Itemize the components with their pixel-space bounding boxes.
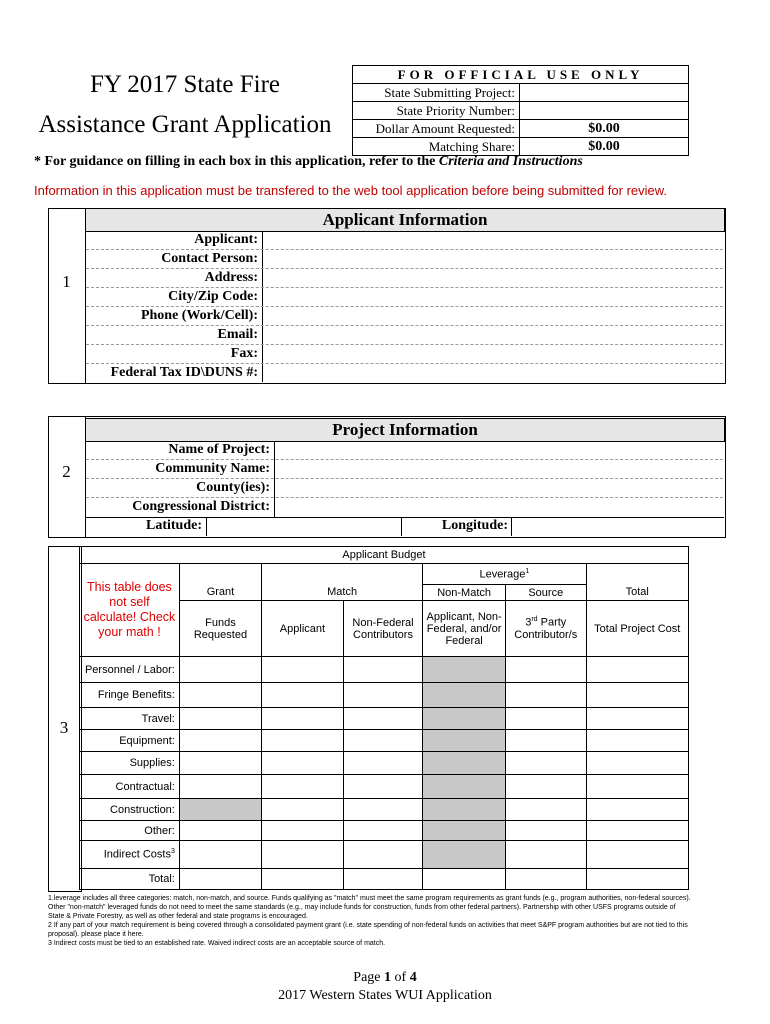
match-top-cell <box>262 564 423 585</box>
budget-cell[interactable] <box>506 708 586 730</box>
budget-cell[interactable] <box>586 775 689 799</box>
footnotes <box>48 894 693 948</box>
state-submitting-field[interactable] <box>520 84 689 102</box>
budget-cell[interactable] <box>423 821 506 841</box>
official-use-table <box>352 65 689 156</box>
third-party-text: Party Contributor/s <box>514 616 578 641</box>
project-field-label: Community Name: <box>155 461 270 476</box>
page-prefix: Page <box>353 970 385 985</box>
budget-cell[interactable] <box>343 841 422 869</box>
applicant-field-input[interactable] <box>263 231 723 250</box>
budget-cell[interactable] <box>262 841 344 869</box>
budget-cell[interactable] <box>262 752 344 775</box>
budget-row-label <box>80 730 180 752</box>
budget-cell[interactable] <box>506 799 586 821</box>
applicant-field-label: Contact Person: <box>161 251 258 266</box>
state-submitting-label: State Submitting Project: <box>353 84 520 102</box>
match-header: Match <box>262 585 423 601</box>
applicant-field-input[interactable] <box>263 269 723 288</box>
total-project-cost-header: Total Project Cost <box>586 601 689 657</box>
budget-row-label <box>80 799 180 821</box>
budget-cell[interactable] <box>179 752 261 775</box>
budget-cell[interactable] <box>262 869 344 890</box>
budget-row-label-text: Indirect Costs <box>103 848 171 861</box>
project-field-label: County(ies): <box>196 480 270 495</box>
budget-cell[interactable] <box>586 799 689 821</box>
section1-divider <box>85 208 86 383</box>
budget-cell[interactable] <box>506 683 586 708</box>
leverage-sup: 1 <box>525 567 530 575</box>
budget-cell[interactable] <box>586 752 689 775</box>
budget-cell[interactable] <box>179 869 261 890</box>
longitude-field[interactable] <box>512 518 722 536</box>
budget-cell[interactable] <box>179 799 261 821</box>
budget-cell[interactable] <box>262 683 344 708</box>
budget-cell[interactable] <box>423 752 506 775</box>
latlong-divider <box>401 517 402 536</box>
state-priority-label: State Priority Number: <box>353 102 520 120</box>
budget-cell[interactable] <box>343 730 422 752</box>
budget-row-label-text: Travel: <box>141 712 175 725</box>
applicant-non-federal-header: Applicant, Non-Federal, and/or Federal <box>423 601 506 657</box>
budget-row-label <box>80 657 180 683</box>
leverage-header <box>423 564 586 585</box>
budget-cell[interactable] <box>262 775 344 799</box>
budget-cell[interactable] <box>179 730 261 752</box>
budget-row <box>80 841 689 869</box>
indirect-sup: 3 <box>170 848 175 856</box>
budget-cell[interactable] <box>423 799 506 821</box>
budget-cell[interactable] <box>179 708 261 730</box>
budget-row <box>80 869 689 890</box>
applicant-field-input[interactable] <box>263 250 723 269</box>
budget-cell[interactable] <box>586 708 689 730</box>
budget-cell[interactable] <box>262 708 344 730</box>
budget-cell[interactable] <box>423 708 506 730</box>
applicant-field-label: Federal Tax ID\DUNS #: <box>110 365 258 380</box>
project-field-input[interactable] <box>275 479 723 498</box>
matching-share-label: Matching Share: <box>353 138 520 156</box>
budget-cell[interactable] <box>586 841 689 869</box>
funds-requested-header: Funds Requested <box>179 601 261 657</box>
budget-cell[interactable] <box>423 657 506 683</box>
applicant-field-label: Applicant: <box>194 232 258 247</box>
page-current: 1 <box>384 970 392 985</box>
budget-row-label-text: Supplies: <box>129 757 175 769</box>
applicant-field-input[interactable] <box>263 307 723 326</box>
budget-cell[interactable] <box>506 657 586 683</box>
budget-cell[interactable] <box>423 730 506 752</box>
transfer-notice: Information in this application must be transfered to the web tool application before being submitted for review. <box>34 183 668 198</box>
budget-cell[interactable] <box>586 730 689 752</box>
budget-cell[interactable] <box>423 683 506 708</box>
budget-row-label-text: Personnel / Labor: <box>84 663 175 676</box>
third-party-num: 3 <box>525 616 532 629</box>
third-party-sup: rd <box>531 616 538 624</box>
budget-cell[interactable] <box>179 841 261 869</box>
footnote-3: 3 Indirect costs must be tied to an established rate. Waived indirect costs are an acceptable source of match. <box>48 940 386 947</box>
applicant-field-input[interactable] <box>263 345 723 364</box>
state-priority-field[interactable] <box>520 102 689 120</box>
budget-row <box>80 821 689 841</box>
footnote-2: 2 If any part of your match requirement is being covered through a consolidated payment grant (i.e. state spending of non-federal funds on activities that meet S&PF program authorities but are not tied to this proposal). please place it here. <box>48 922 688 938</box>
budget-row-label <box>80 869 180 890</box>
applicant-budget-table <box>79 546 689 890</box>
matching-share-field[interactable]: $0.00 <box>520 138 689 156</box>
page-total: 4 <box>409 970 417 985</box>
grant-header: Grant <box>179 585 261 601</box>
budget-row-label <box>80 752 180 775</box>
budget-cell[interactable] <box>506 752 586 775</box>
budget-cell[interactable] <box>179 821 261 841</box>
budget-cell[interactable] <box>506 869 586 890</box>
footnote-1: 1.leverage includes all three categories: match, non-match, and source. Funds qualifying as "match" must meet the same program requirements as grant funds (e.g., program authorities, non-federal sources). Other "non-match" leveraged funds do not need to meet the same standards (e.g., may include funds for construction, funds from other federal partners). Partnership with other USFS programs outside of State & Private Forestry, as well as other federal and state programs is encouraged. <box>48 895 691 920</box>
budget-row-label <box>80 821 180 841</box>
budget-cell[interactable] <box>343 708 422 730</box>
total-header: Total <box>586 585 689 601</box>
budget-cell[interactable] <box>343 869 422 890</box>
source-header: Source <box>506 585 586 601</box>
budget-row <box>80 775 689 799</box>
budget-cell[interactable] <box>343 752 422 775</box>
section3-number: 3 <box>59 718 69 737</box>
applicant-header: Applicant <box>262 601 344 657</box>
budget-row-label-text: Contractual: <box>115 780 175 793</box>
budget-cell[interactable] <box>586 657 689 683</box>
budget-cell[interactable] <box>586 683 689 708</box>
budget-cell[interactable] <box>262 657 344 683</box>
longitude-label: Longitude: <box>441 518 508 533</box>
budget-row <box>80 657 689 683</box>
guidance-prefix: * For guidance on filling in each box in this application, refer to the <box>34 154 439 169</box>
budget-cell[interactable] <box>343 683 422 708</box>
dollar-amount-field[interactable]: $0.00 <box>520 120 689 138</box>
budget-cell[interactable] <box>423 869 506 890</box>
applicant-field-label: Fax: <box>230 346 258 361</box>
self-calc-warning-cell <box>80 564 180 657</box>
official-use-heading: FOR OFFICIAL USE ONLY <box>353 66 689 84</box>
budget-row <box>80 683 689 708</box>
page-number <box>0 970 770 986</box>
applicant-field-label: Address: <box>204 270 258 285</box>
budget-cell[interactable] <box>506 730 586 752</box>
latitude-field[interactable] <box>207 518 400 536</box>
budget-cell[interactable] <box>586 869 689 890</box>
budget-cell[interactable] <box>506 775 586 799</box>
project-field-input[interactable] <box>275 441 723 460</box>
budget-row-label-text: Total: <box>148 873 175 885</box>
page-of: of <box>391 970 410 985</box>
budget-cell[interactable] <box>179 683 261 708</box>
budget-cell[interactable] <box>506 841 586 869</box>
project-field-label: Congressional District: <box>132 499 270 514</box>
applicant-heading: Applicant Information <box>85 208 725 232</box>
budget-cell[interactable] <box>262 821 344 841</box>
footer-subtitle: 2017 Western States WUI Application <box>278 988 492 1003</box>
budget-row-label-text: Other: <box>144 824 175 837</box>
applicant-field-label: Phone (Work/Cell): <box>140 308 258 323</box>
dollar-amount-label: Dollar Amount Requested: <box>353 120 520 138</box>
budget-cell[interactable] <box>343 821 422 841</box>
budget-row <box>80 752 689 775</box>
applicant-field-label: City/Zip Code: <box>168 289 258 304</box>
title-line-2: Assistance Grant Application <box>38 111 332 138</box>
budget-cell[interactable] <box>262 730 344 752</box>
project-heading: Project Information <box>85 418 725 442</box>
budget-cell[interactable] <box>423 841 506 869</box>
budget-cell[interactable] <box>506 821 586 841</box>
project-field-input[interactable] <box>275 460 723 479</box>
latitude-label: Latitude: <box>146 518 202 533</box>
budget-title: Applicant Budget <box>80 547 689 564</box>
budget-cell[interactable] <box>423 775 506 799</box>
project-field-input[interactable] <box>275 498 723 517</box>
budget-row <box>80 730 689 752</box>
applicant-field-label: Email: <box>217 327 258 342</box>
non-match-header: Non-Match <box>423 585 506 601</box>
section2-number: 2 <box>62 462 71 481</box>
budget-row-label-text: Fringe Benefits: <box>97 689 175 701</box>
budget-cell[interactable] <box>179 657 261 683</box>
total-top-cell <box>586 564 689 585</box>
third-party-header <box>506 601 586 657</box>
budget-cell[interactable] <box>262 799 344 821</box>
budget-cell[interactable] <box>343 657 422 683</box>
leverage-label: Leverage <box>479 568 526 581</box>
budget-row-label <box>80 708 180 730</box>
budget-row <box>80 708 689 730</box>
applicant-field-input[interactable] <box>263 326 723 345</box>
budget-cell[interactable] <box>179 775 261 799</box>
budget-cell[interactable] <box>343 799 422 821</box>
project-field-label: Name of Project: <box>168 442 270 457</box>
budget-row-label-text: Construction: <box>110 803 175 816</box>
non-federal-header: Non-Federal Contributors <box>343 601 422 657</box>
budget-row <box>80 799 689 821</box>
grant-top-cell <box>179 564 261 585</box>
budget-cell[interactable] <box>586 821 689 841</box>
budget-row-label <box>80 775 180 799</box>
applicant-field-input[interactable] <box>263 364 723 383</box>
guidance-emphasis: Criteria and Instructions <box>438 154 583 169</box>
budget-row-label-text: Equipment: <box>119 734 175 747</box>
applicant-field-input[interactable] <box>263 288 723 307</box>
title-line-1: FY 2017 State Fire <box>89 71 281 98</box>
self-calc-warning: This table does not self calculate! Check your math ! <box>83 580 176 639</box>
section1-number: 1 <box>62 272 71 291</box>
budget-row-label <box>80 841 180 869</box>
budget-row-label <box>80 683 180 708</box>
budget-cell[interactable] <box>343 775 422 799</box>
form-title <box>30 70 340 140</box>
guidance-text <box>34 154 583 170</box>
